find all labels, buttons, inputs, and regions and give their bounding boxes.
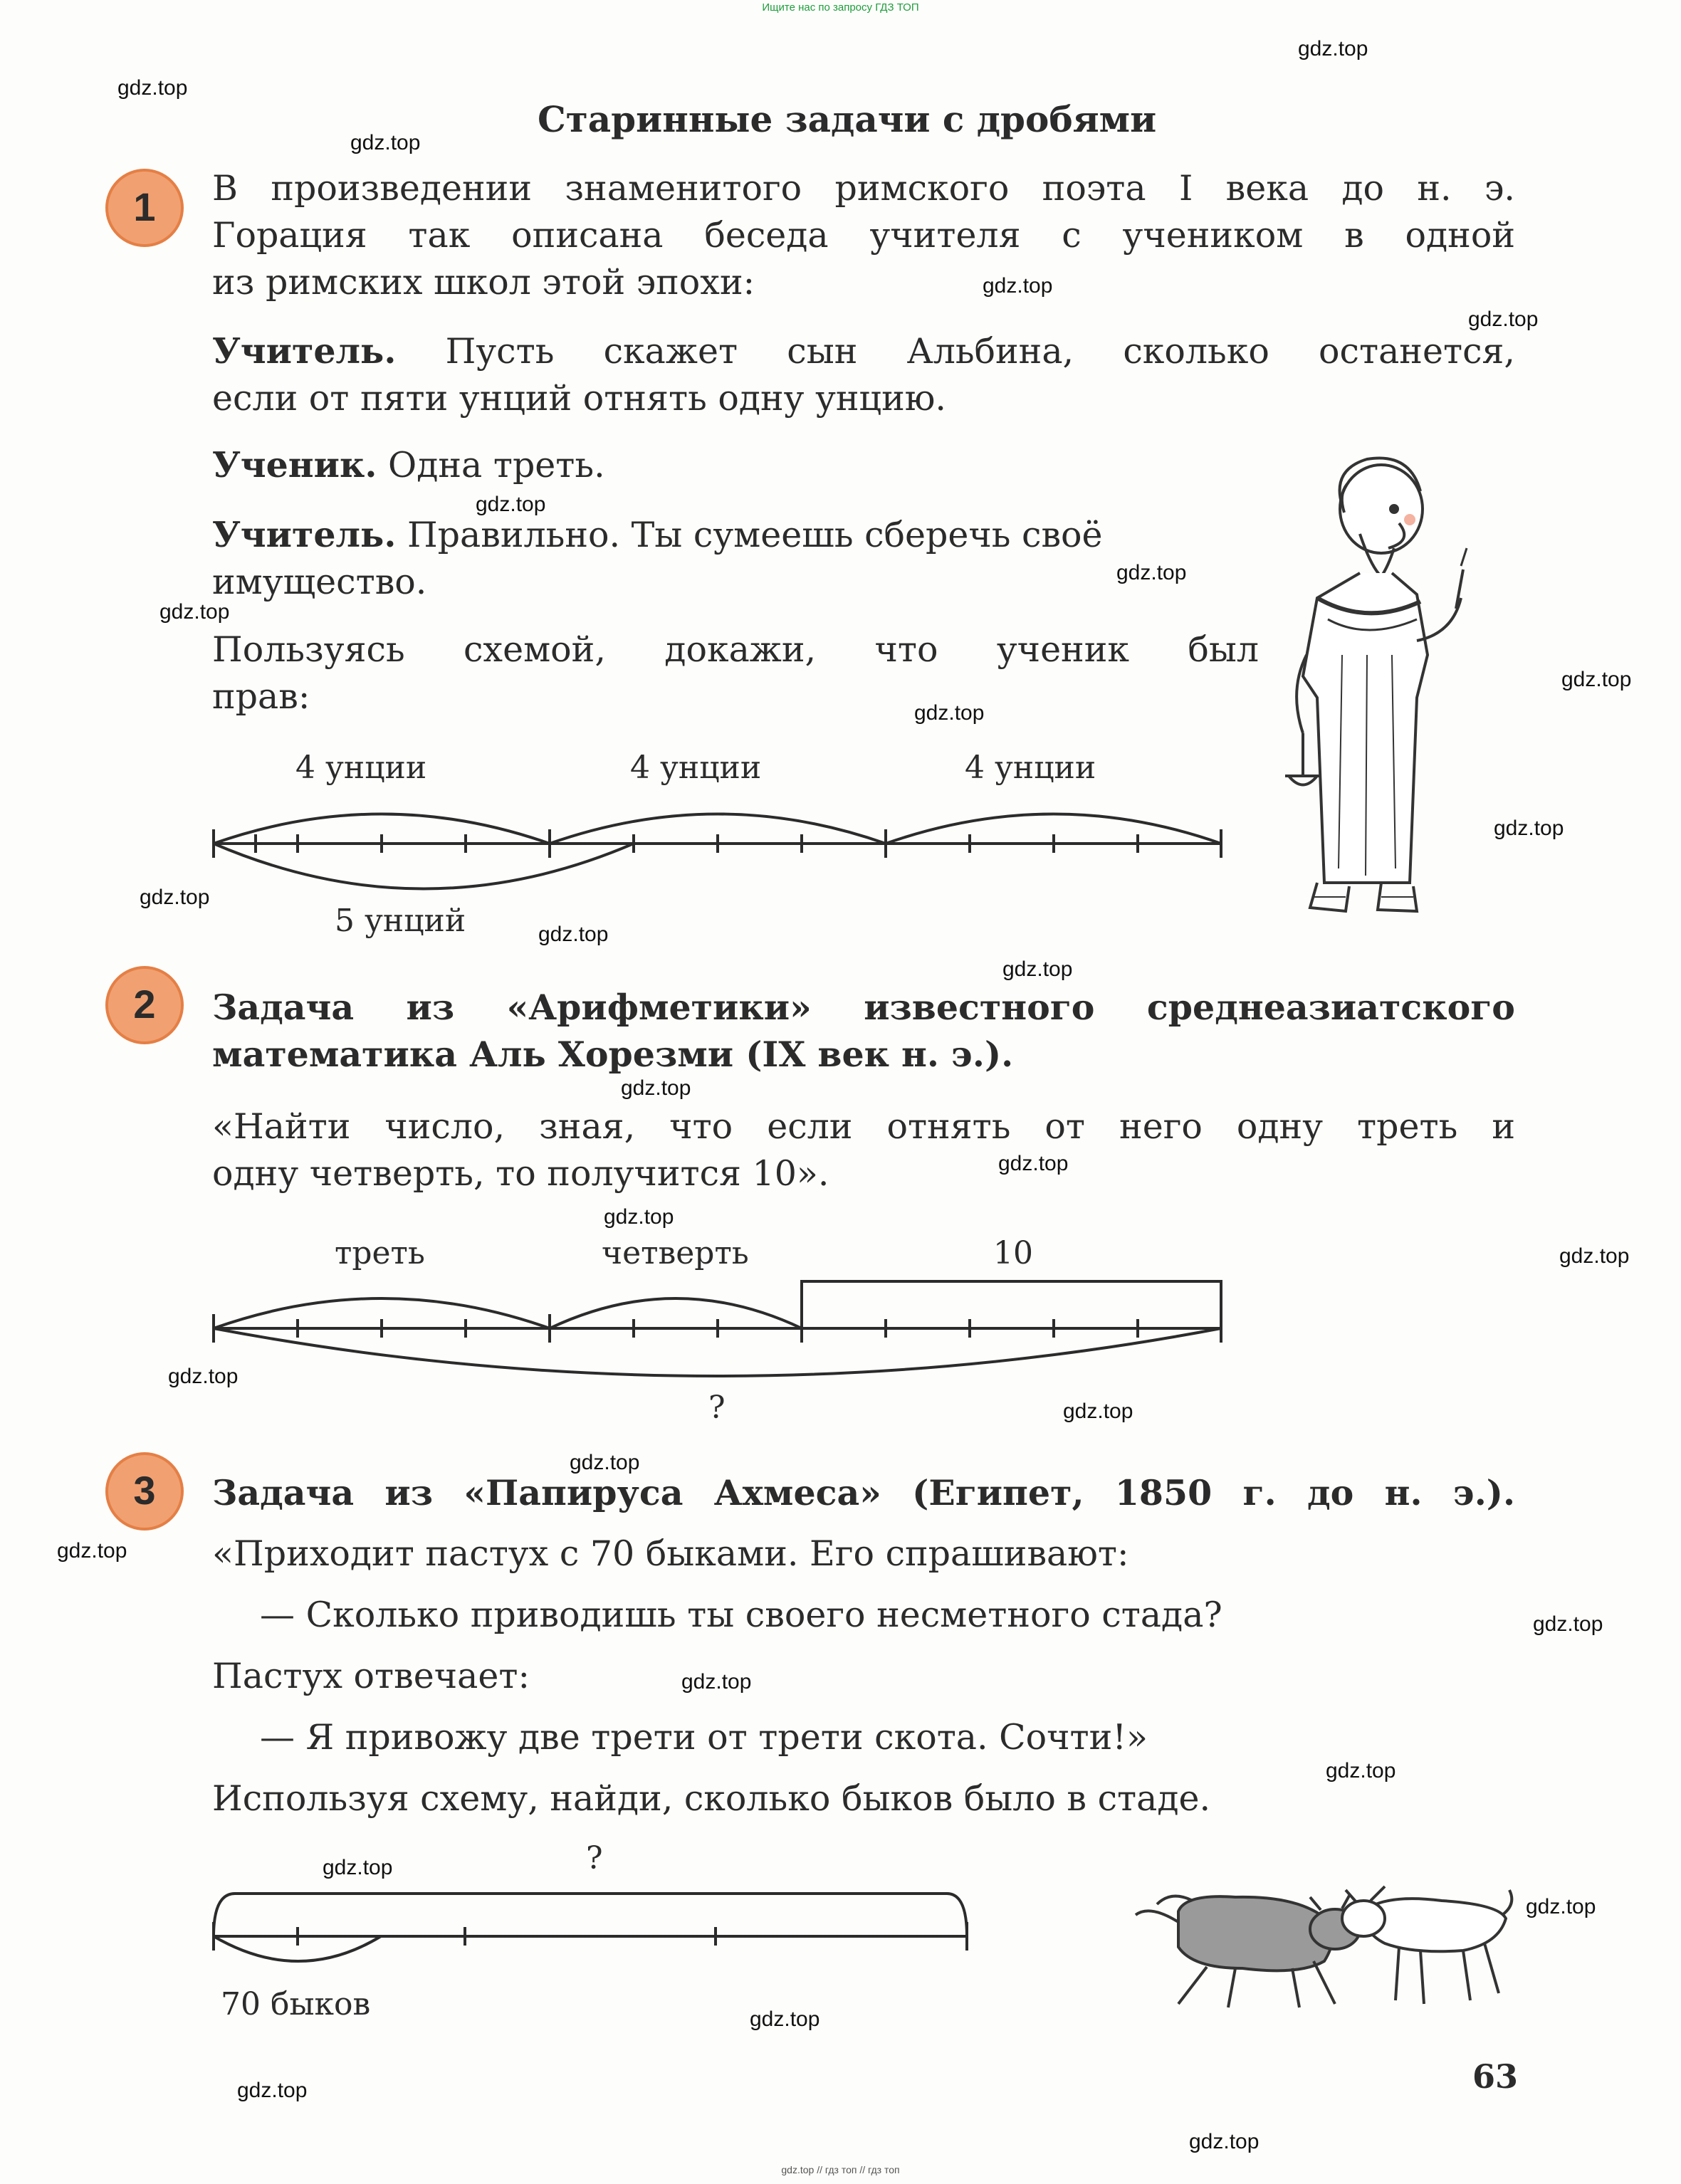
watermark: gdz.top — [1468, 308, 1539, 331]
text-line: «Приходит пастух с 70 быками. Его спрашивают: — [212, 1533, 1129, 1574]
watermark: gdz.top — [681, 1670, 752, 1694]
watermark: gdz.top — [1189, 2130, 1260, 2153]
text-line: Горация так описана беседа учителя с учеником в одной — [212, 215, 1515, 256]
text-line: Пользуясь схемой, докажи, что ученик был — [212, 629, 1259, 670]
watermark: gdz.top — [1063, 1400, 1133, 1423]
watermark: gdz.top — [237, 2079, 308, 2102]
watermark: gdz.top — [750, 2007, 820, 2031]
scheme-label-question: ? — [708, 1390, 726, 1426]
scheme-label: 4 унции — [630, 750, 762, 786]
watermark: gdz.top — [1494, 817, 1564, 840]
text-line: — Я привожу две трети от трети скота. Сочти!» — [260, 1717, 1148, 1758]
watermark: gdz.top — [1561, 668, 1632, 691]
watermark: gdz.top — [159, 600, 230, 624]
watermark: gdz.top — [476, 493, 546, 516]
speaker-label: Учитель. — [212, 330, 397, 372]
scheme-label: 5 унций — [335, 903, 466, 939]
text-line: Пастух отвечает: — [212, 1656, 530, 1696]
task-number-badge: 2 — [105, 966, 184, 1044]
watermark: gdz.top — [57, 1539, 127, 1563]
page-title: Старинные задачи с дробями — [538, 98, 1157, 140]
watermark: gdz.top — [998, 1152, 1069, 1175]
oxen-illustration — [1128, 1862, 1513, 2011]
text-line: прав: — [212, 676, 310, 717]
scheme-label-quarter: четверть — [602, 1235, 749, 1271]
speech: Правильно. Ты сумеешь сберечь своё — [407, 515, 1103, 555]
header-note: Ищите нас по запросу ГДЗ ТОП — [762, 1, 919, 14]
speaker-label: Ученик. — [212, 444, 377, 485]
watermark: gdz.top — [1002, 957, 1073, 981]
text-line: из римских школ этой эпохи: — [212, 262, 755, 303]
scheme-label: 4 унции — [295, 750, 427, 786]
watermark: gdz.top — [1116, 561, 1187, 584]
text-line: одну четверть, то получится 10». — [212, 1153, 829, 1194]
watermark: gdz.top — [1533, 1612, 1603, 1636]
watermark: gdz.top — [604, 1205, 674, 1229]
watermark: gdz.top — [1326, 1759, 1396, 1783]
watermark: gdz.top — [914, 701, 985, 725]
watermark: gdz.top — [323, 1856, 393, 1879]
watermark: gdz.top — [1559, 1244, 1630, 1268]
watermark: gdz.top — [117, 76, 188, 100]
dialogue-line: если от пяти унций отнять одну унцию. — [212, 378, 946, 419]
task-number-badge: 3 — [105, 1452, 184, 1531]
watermark: gdz.top — [621, 1076, 691, 1100]
page-number: 63 — [1472, 2057, 1519, 2096]
scheme-label-third: треть — [335, 1235, 425, 1271]
speaker-label: Учитель. — [212, 514, 397, 555]
scheme-label-question: ? — [586, 1840, 603, 1876]
task-number-badge: 1 — [105, 169, 184, 247]
text-line: «Найти число, зная, что если отнять от него одну треть и — [212, 1106, 1515, 1147]
speech: Одна треть. — [388, 445, 605, 485]
watermark: gdz.top — [570, 1451, 640, 1474]
text-line: — Сколько приводишь ты своего несметного стада? — [260, 1595, 1222, 1635]
scheme-label: 4 унции — [965, 750, 1096, 786]
watermark: gdz.top — [538, 923, 609, 946]
scheme-label-ten: 10 — [993, 1235, 1033, 1271]
watermark: gdz.top — [1298, 37, 1368, 61]
footer-note: gdz.top // гдз топ // гдз топ — [781, 2164, 900, 2175]
text-line: математика Аль Хорезми (IX век н. э.). — [212, 1034, 1014, 1075]
text-line: Задача из «Папируса Ахмеса» (Египет, 1850 г. до н. э.). — [212, 1472, 1515, 1513]
scheme-label-bottom: 70 быков — [221, 1986, 371, 2022]
watermark: gdz.top — [1526, 1895, 1596, 1918]
text-line: Используя схему, найди, сколько быков было в стаде. — [212, 1778, 1211, 1819]
watermark: gdz.top — [983, 274, 1053, 298]
speech: Пусть скажет сын Альбина, сколько останется, — [445, 331, 1515, 372]
dialogue-line: имущество. — [212, 562, 427, 602]
watermark: gdz.top — [168, 1365, 239, 1388]
text-line: Задача из «Арифметики» известного среднеазиатского — [212, 987, 1515, 1028]
watermark: gdz.top — [350, 131, 421, 154]
watermark: gdz.top — [140, 886, 210, 909]
text-line: В произведении знаменитого римского поэта I века до н. э. — [212, 168, 1515, 209]
